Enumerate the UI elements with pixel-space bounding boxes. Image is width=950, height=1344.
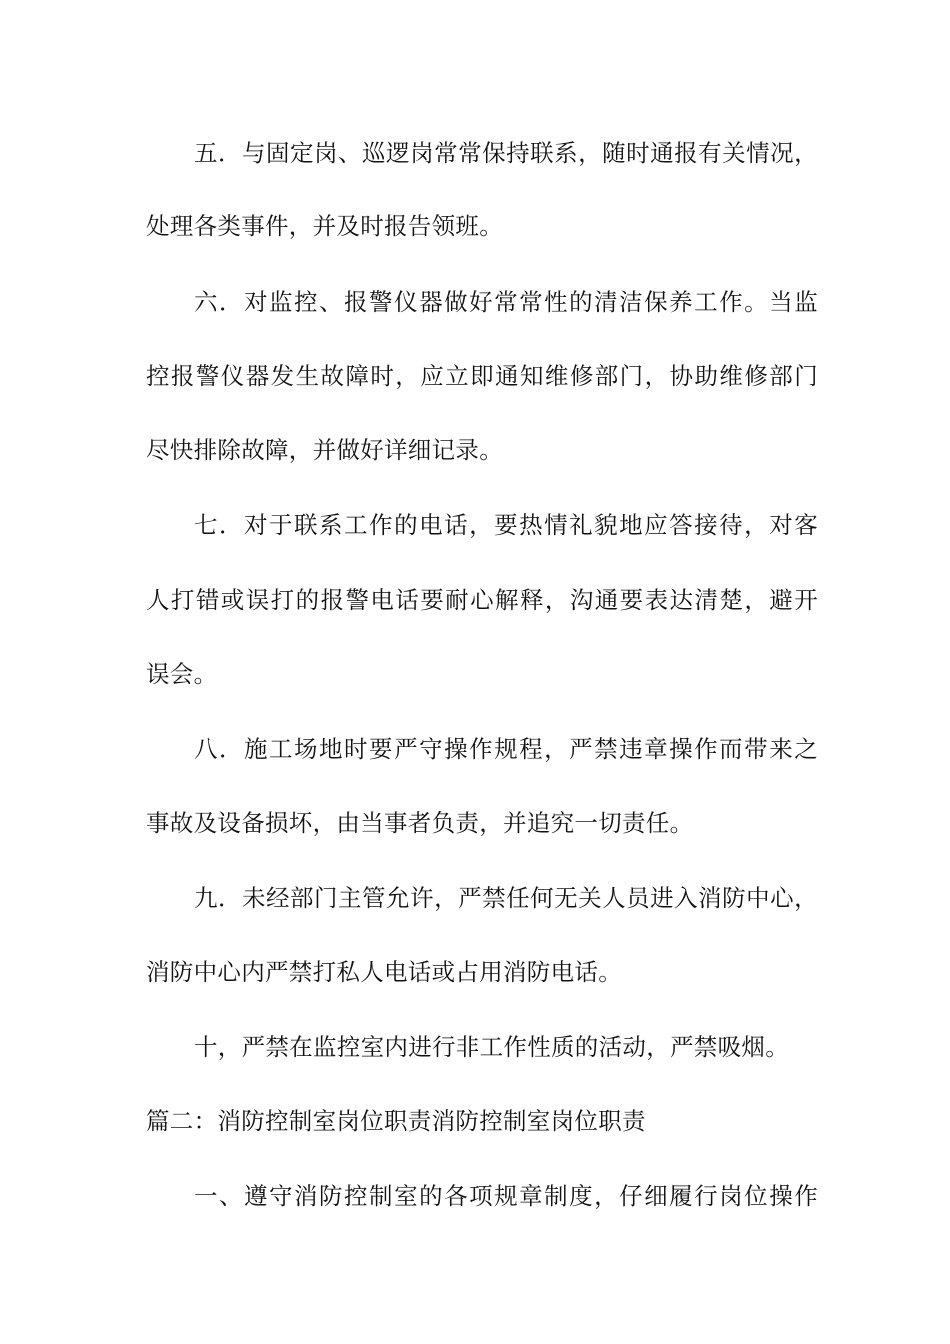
- section-2-paragraph-1-line-1: 一、遵守消防控制室的各项规章制度，仔细履行岗位操作: [194, 1182, 818, 1210]
- paragraph-9-line-2: 消防中心内严禁打私人电话或占用消防电话。: [146, 958, 622, 986]
- section-heading: 篇二：消防控制室岗位职责消防控制室岗位职责: [146, 1107, 646, 1135]
- paragraph-8-line-1: 八．施工场地时要严守操作规程，严禁违章操作而带来之: [194, 735, 818, 763]
- paragraph-5-line-1: 五．与固定岗、巡逻岗常常保持联系，随时通报有关情况，: [194, 139, 818, 167]
- paragraph-6-line-3: 尽快排除故障，并做好详细记录。: [146, 436, 503, 464]
- paragraph-5-line-2: 处理各类事件，并及时报告领班。: [146, 212, 503, 240]
- paragraph-7-line-2: 人打错或误打的报警电话要耐心解释，沟通要表达清楚，避开: [146, 586, 818, 614]
- paragraph-10-line-1: 十，严禁在监控室内进行非工作性质的活动，严禁吸烟。: [194, 1033, 789, 1061]
- paragraph-8-line-2: 事故及设备损坏，由当事者负责，并追究一切责任。: [146, 809, 694, 837]
- paragraph-7-line-3: 误会。: [146, 660, 218, 688]
- paragraph-6-line-1: 六．对监控、报警仪器做好常常性的清洁保养工作。当监: [194, 288, 818, 316]
- paragraph-7-line-1: 七．对于联系工作的电话，要热情礼貌地应答接待，对客: [194, 511, 818, 539]
- paragraph-6-line-2: 控报警仪器发生故障时，应立即通知维修部门，协助维修部门: [146, 362, 818, 390]
- paragraph-9-line-1: 九．未经部门主管允许，严禁任何无关人员进入消防中心，: [194, 884, 818, 912]
